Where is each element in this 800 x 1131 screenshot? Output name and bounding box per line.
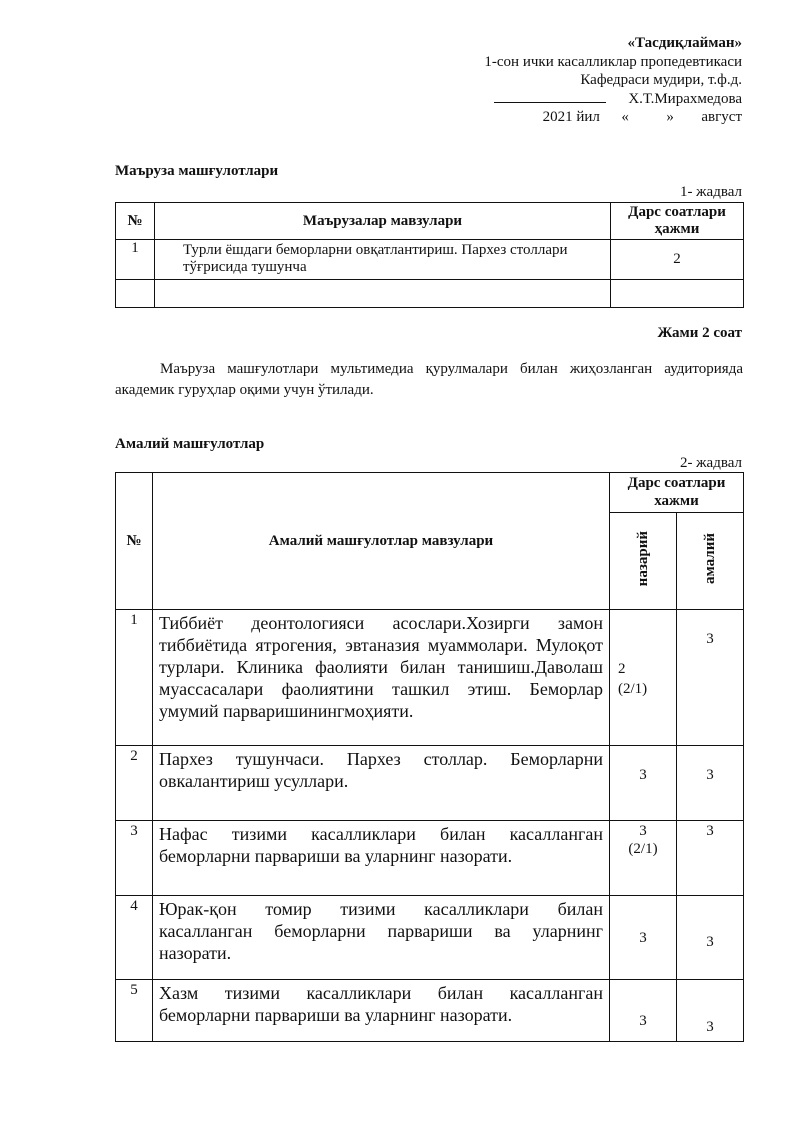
col-header-num: № xyxy=(116,203,155,240)
table-row xyxy=(116,896,744,980)
table-row xyxy=(116,821,744,896)
col-header-num: № xyxy=(116,473,153,610)
table-2-label: 2- жадвал xyxy=(679,455,742,471)
lectures-heading: Маъруза машғулотлари xyxy=(115,163,279,179)
row-theory: 2 xyxy=(618,661,626,677)
table-row-empty xyxy=(116,280,744,308)
row-hours: 2 xyxy=(611,240,744,280)
col-header-topic: Маърузалар мавзулари xyxy=(155,203,611,240)
empty-cell xyxy=(116,280,155,308)
lectures-note: Маъруза машғулотлари мультимедиа қурулмалари билан жиҳозланган аудиторияда академик гуруҳлар оқими учун ўтилади. xyxy=(115,361,743,398)
row-topic: Пархез тушунчаси. Пархез столлар. Беморларни овкалантириш усуллари. xyxy=(153,746,610,821)
table-row xyxy=(116,610,744,746)
approval-block xyxy=(484,34,742,127)
table-1-label: 1- жадвал xyxy=(679,184,742,200)
row-theory-sub: (2/1) xyxy=(628,841,658,857)
row-topic: Тиббиёт деонтологияси асослари.Хозирги замон тиббиётида ятрогения, эвтаназия муаммолари. Мулоқот турлари. Клиника фаолияти билан танишиш.Даволаш муассасалари фаолиятини ташкил этиш. Беморлар умумий парваришинингмоҳияти. xyxy=(153,610,610,746)
approval-date-row xyxy=(484,108,742,127)
col-header-theory-cell xyxy=(610,513,677,610)
practicals-heading: Амалий машғулотлар xyxy=(115,436,265,452)
row-num: 3 xyxy=(116,821,153,896)
approval-title: «Тасдиқлайман» xyxy=(627,35,742,51)
table-row xyxy=(116,746,744,821)
row-topic: Юрак-қон томир тизими касалликлари билан касалланган беморларни парвариши ва уларнинг назорати. xyxy=(153,896,610,980)
col-header-topic: Амалий машғулотлар мавзулари xyxy=(153,473,610,610)
approval-line-1: 1-сон ички касалликлар пропедевтикаси xyxy=(484,53,742,70)
row-theory-sub: (2/1) xyxy=(618,681,648,697)
row-practice: 3 xyxy=(677,746,744,821)
col-header-hours: Дарс соатлари хажми xyxy=(610,473,744,513)
row-num: 1 xyxy=(116,240,155,280)
row-num: 4 xyxy=(116,896,153,980)
row-topic: Хазм тизими касалликлари билан касалланган беморларни парвариши ва уларнинг назорати. xyxy=(153,980,610,1042)
row-topic: Нафас тизими касалликлари билан касалланган беморларни парвариши ва уларнинг назорати. xyxy=(153,821,610,896)
row-theory-cell xyxy=(610,821,677,896)
col-header-hours: Дарс соатлари ҳажми xyxy=(611,203,744,240)
row-topic: Турли ёшдаги беморларни овқатлантириш. Пархез столлари тўғрисида тушунча xyxy=(155,240,611,280)
row-num: 2 xyxy=(116,746,153,821)
approver-name: Х.Т.Мирахмедова xyxy=(628,90,742,107)
empty-cell xyxy=(155,280,611,308)
date-open-quote: « xyxy=(621,109,629,125)
date-year: 2021 йил xyxy=(542,109,600,125)
date-close-quote: » xyxy=(666,109,674,125)
col-header-practice: амалий xyxy=(701,533,718,584)
row-theory-cell xyxy=(610,610,677,746)
empty-cell xyxy=(611,280,744,308)
row-theory: 3 xyxy=(610,896,677,980)
table-header-row xyxy=(116,203,744,240)
row-practice: 3 xyxy=(677,821,744,896)
row-theory: 3 xyxy=(639,823,647,839)
col-header-theory: назарий xyxy=(634,530,651,587)
table-header-row xyxy=(116,473,744,513)
approval-signature-row xyxy=(484,90,742,109)
lectures-total: Жами 2 соат xyxy=(657,325,742,341)
approval-line-2: Кафедраси мудири, т.ф.д. xyxy=(580,72,742,88)
table-row xyxy=(116,240,744,280)
row-theory: 3 xyxy=(610,746,677,821)
lectures-table xyxy=(115,202,744,308)
row-num: 5 xyxy=(116,980,153,1042)
signature-line xyxy=(494,90,606,103)
row-theory: 3 xyxy=(610,980,677,1042)
row-practice: 3 xyxy=(677,980,744,1042)
table-row xyxy=(116,980,744,1042)
row-num: 1 xyxy=(116,610,153,746)
row-practice: 3 xyxy=(677,896,744,980)
row-practice: 3 xyxy=(677,610,744,746)
date-month: август xyxy=(701,109,742,125)
col-header-practice-cell xyxy=(677,513,744,610)
practicals-table xyxy=(115,472,744,1042)
